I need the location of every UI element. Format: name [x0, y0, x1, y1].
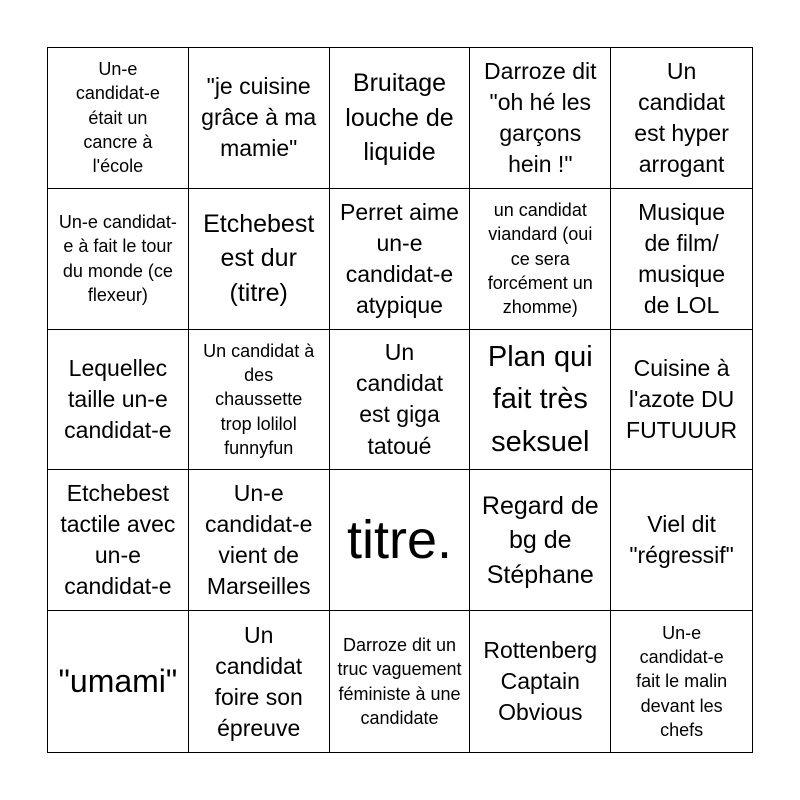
bingo-cell[interactable] [48, 611, 189, 752]
bingo-cell[interactable] [48, 470, 189, 611]
bingo-cell[interactable] [330, 330, 471, 471]
bingo-cell[interactable] [611, 48, 752, 189]
bingo-cell[interactable] [189, 470, 330, 611]
bingo-cell-text: Un-e candidat-e à fait le tour du monde (ce flexeur) [58, 212, 177, 305]
bingo-cell-text: Un-e candidat-e fait le malin devant les chefs [636, 622, 728, 741]
bingo-cell-text: Un-e candidat-e était un cancre à l'école [75, 59, 160, 177]
bingo-cell-text: "umami" [58, 663, 178, 700]
bingo-cell-text: Regard de bg de Stéphane [481, 491, 599, 589]
bingo-cell[interactable] [470, 330, 611, 471]
bingo-cell-text: Un candidat à des chaussette trop lolilol funnyfun [203, 340, 315, 458]
bingo-cell[interactable] [611, 611, 752, 752]
bingo-cell[interactable] [470, 48, 611, 189]
bingo-cell-text: Plan qui fait très seksuel [487, 341, 593, 458]
bingo-cell[interactable] [330, 189, 471, 330]
bingo-cell-text: Lequellec taille un-e candidat-e [64, 354, 172, 444]
bingo-cell-text: Darroze dit "oh hé les garçons hein !" [484, 57, 597, 177]
bingo-cell[interactable] [48, 189, 189, 330]
bingo-cell-text: Un candidat est giga tatoué [356, 339, 443, 459]
bingo-cell-text: Un candidat est hyper arrogant [634, 57, 729, 177]
bingo-cell-text: Bruitage louche de liquide [345, 69, 454, 167]
bingo-cell-text: Darroze dit un truc vaguement féministe à une candidate [337, 635, 462, 728]
bingo-cell[interactable] [189, 189, 330, 330]
bingo-cell[interactable] [611, 189, 752, 330]
bingo-board [47, 47, 753, 753]
bingo-cell[interactable] [330, 611, 471, 752]
bingo-cell-text: titre. [346, 509, 452, 570]
bingo-cell-text: Un-e candidat-e vient de Marseilles [204, 480, 313, 600]
bingo-cell[interactable] [189, 48, 330, 189]
bingo-cell[interactable] [48, 48, 189, 189]
bingo-cell[interactable] [48, 330, 189, 471]
bingo-cell[interactable] [611, 470, 752, 611]
bingo-cell[interactable] [189, 611, 330, 752]
bingo-cell[interactable] [611, 330, 752, 471]
bingo-cell-text: Viel dit "régressif" [629, 511, 734, 569]
bingo-cell-text: Musique de film/ musique de LOL [638, 198, 726, 318]
bingo-cell[interactable] [470, 189, 611, 330]
bingo-cell-text: Etchebest est dur (titre) [203, 209, 315, 307]
bingo-cell[interactable] [330, 48, 471, 189]
bingo-cell[interactable] [189, 330, 330, 471]
bingo-cell[interactable] [330, 470, 471, 611]
bingo-cell[interactable] [470, 470, 611, 611]
bingo-cell-text: un candidat viandard (oui ce sera forcément un zhomme) [487, 199, 593, 318]
bingo-cell-text: Perret aime un-e candidat-e atypique [340, 198, 459, 318]
bingo-cell[interactable] [470, 611, 611, 752]
bingo-cell-text: "je cuisine grâce à ma mamie" [201, 73, 317, 162]
bingo-cell-text: Rottenberg Captain Obvious [483, 637, 598, 726]
bingo-cell-text: Un candidat foire son épreuve [214, 621, 303, 741]
bingo-cell-text: Etchebest tactile avec un-e candidat-e [60, 480, 176, 600]
bingo-cell-text: Cuisine à l'azote DU FUTUUUR [626, 354, 738, 444]
